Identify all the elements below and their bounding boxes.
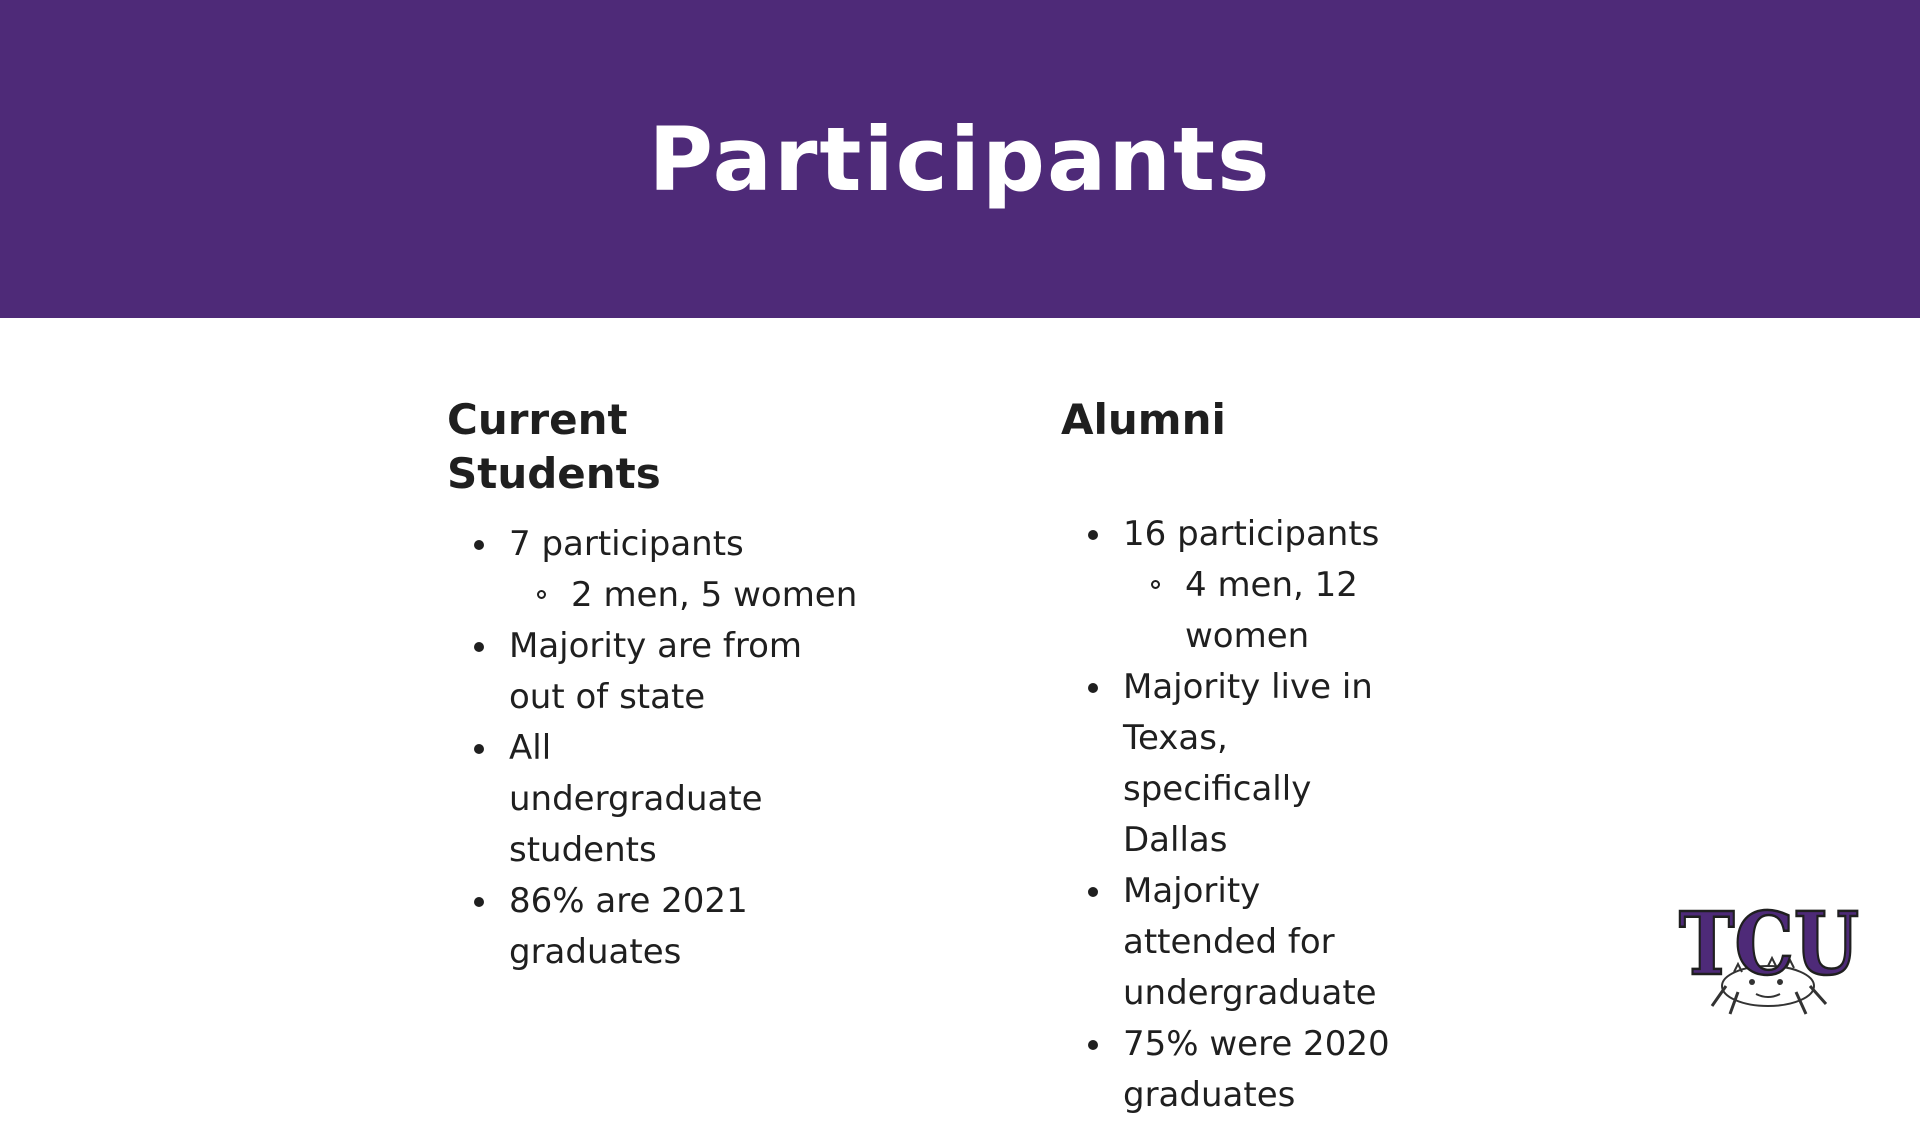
- current-students-heading: Current Students: [447, 395, 661, 498]
- alumni-list: [1061, 509, 1461, 1121]
- sub-bullet-text: 2 men, 5 women: [571, 575, 858, 615]
- list-item: [1061, 662, 1423, 866]
- sub-list-item: [509, 570, 871, 621]
- list-item: [447, 621, 809, 723]
- tcu-logo-text: TCU: [1679, 894, 1859, 995]
- alumni-column: [1061, 393, 1461, 1121]
- tcu-logo: [1676, 882, 1862, 1018]
- bullet-text: All undergraduate students: [509, 728, 763, 870]
- list-item: [447, 876, 809, 978]
- list-item: [1061, 1019, 1423, 1121]
- list-item: [1061, 866, 1423, 1019]
- list-item: [1061, 509, 1423, 662]
- sub-list: [509, 570, 858, 621]
- list-item: [447, 519, 858, 621]
- sub-list: [1123, 560, 1423, 662]
- bullet-text: 7 participants: [509, 524, 744, 564]
- bullet-text: 86% are 2021 graduates: [509, 881, 748, 972]
- current-students-list: [447, 519, 877, 978]
- sub-list-item: [1123, 560, 1375, 662]
- bullet-text: 75% were 2020 graduates: [1123, 1024, 1390, 1115]
- bullet-text: Majority live in Texas, specifically Dallas: [1123, 667, 1373, 860]
- list-item: [447, 723, 809, 876]
- sub-bullet-text: 4 men, 12 women: [1185, 565, 1358, 656]
- alumni-heading: Alumni: [1061, 395, 1226, 444]
- slide-title: Participants: [648, 108, 1272, 211]
- tcu-logo-graphic: [1676, 882, 1862, 1018]
- bullet-text: Majority attended for undergraduate: [1123, 871, 1377, 1013]
- bullet-text: Majority are from out of state: [509, 626, 803, 717]
- bullet-text: 16 participants: [1123, 514, 1380, 554]
- current-students-column: [447, 393, 877, 978]
